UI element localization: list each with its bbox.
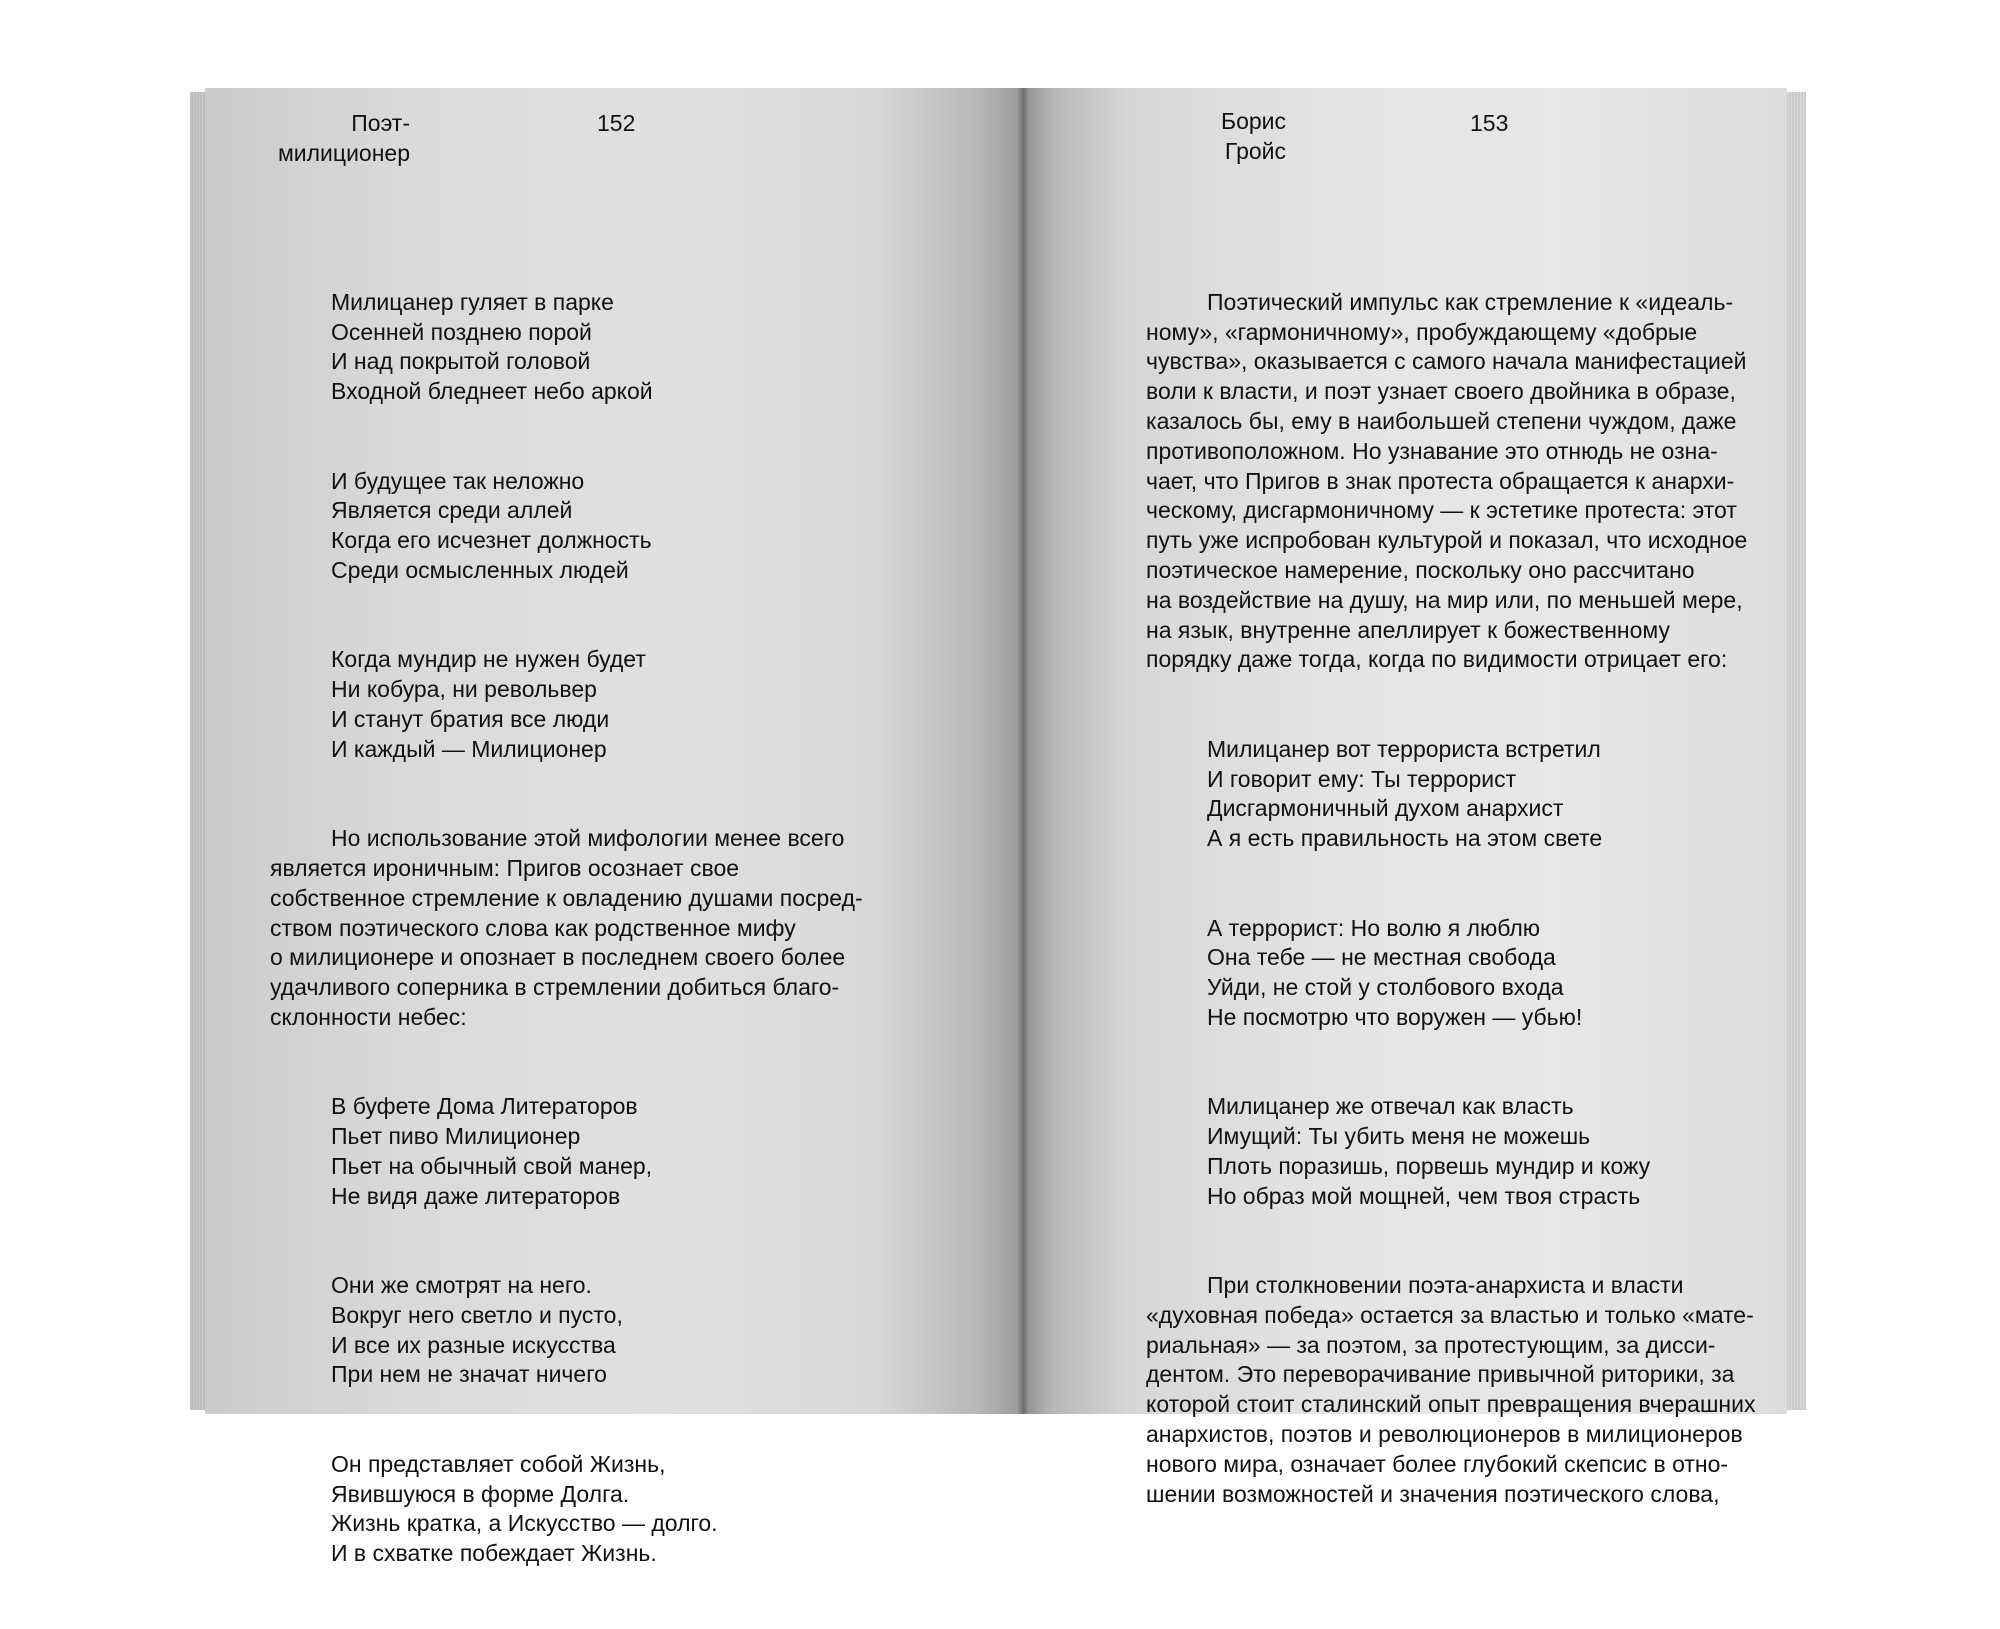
left-page-body <box>270 258 950 1629</box>
left-page-number: 152 <box>597 110 636 136</box>
poem-stanza: Они же смотрят на него. Вокруг него светло и пусто, И все их разные искусства При нем не значат ничего <box>331 1272 623 1388</box>
poem-stanza: Милицанер гуляет в парке Осенней позднею порой И над покрытой головой Входной бледнеет небо аркой <box>331 288 653 405</box>
poem-stanza: А террорист: Но волю я люблю Она тебе — не местная свобода Уйди, не стой у столбового входа Не посмотрю что воружен — убью! <box>1207 914 1583 1030</box>
prose-paragraph: Поэтический импульс как стремление к «идеаль- ному», «гармоничному», пробуждающему «добрые чувства», оказывается с самого начала манифестацией воли к власти, и поэт узнает своего двойника в образе, казалось бы, ему в наибольшей степени чуждом, даже противоположном. Но узнавание это отнюдь не озна- чает, что Пригов в знак протеста обращается к анархи- ческому, дисгармоничному — к эстетике протеста: этот путь уже испробован культурой и показал, что исходное поэтическое намерение, поскольку оно рассчитано на воздействие на душу, на мир или, по меньшей мере, на язык, внутренне апеллирует к божественному порядку даже тогда, когда по видимости отрицает его: <box>1146 288 1748 673</box>
right-running-head: Борис Гройс <box>1220 108 1286 164</box>
left-running-head: Поэт- милиционер <box>277 110 410 166</box>
poem-stanza: И будущее так неложно Является среди аллей Когда его исчезнет должность Среди осмысленных людей <box>331 467 652 583</box>
prose-paragraph: Но использование этой мифологии менее всего является ироничным: Пригов осознает свое собственное стремление к овладению душами посред- ством поэтического слова как родственное мифу о милиционере и опознает в последнем своего более удачливого соперника в стремлении добиться благо- склонности небес: <box>270 825 863 1030</box>
poem-stanza: Когда мундир не нужен будет Ни кобура, ни револьвер И станут братия все люди И каждый — Милиционер <box>331 646 646 762</box>
poem-stanza: Он представляет собой Жизнь, Явившуюся в форме Долга. Жизнь кратка, а Искусство — долго. И в схватке побеждает Жизнь. <box>331 1450 718 1567</box>
poem-stanza: Милицанер вот террориста встретил И говорит ему: Ты террорист Дисгармоничный духом анархист А я есть правильность на этом свете <box>1207 735 1603 852</box>
poem-stanza: Милицанер же отвечал как власть Имущий: Ты убить меня не можешь Плоть поразишь, порвешь мундир и кожу Но образ мой мощней, чем твоя страсть <box>1207 1093 1651 1209</box>
poem-stanza: В буфете Дома Литераторов Пьет пиво Милиционер Пьет на обычный свой манер, Не видя даже литераторов <box>331 1093 653 1209</box>
right-page-body <box>1146 258 1766 1569</box>
right-page-number: 153 <box>1470 110 1509 136</box>
book-gutter <box>1018 88 1028 1414</box>
prose-paragraph: При столкновении поэта-анархиста и власти «духовная победа» остается за властью и только «мате- риальная» — за поэтом, за протестующим, за дисси- дентом. Это переворачивание привычной риторики, за которой стоит сталинский опыт превращения вчерашних анархистов, поэтов и революционеров в милиционеров нового мира, означает более глубокий скепсис в отно- шении возможностей и значения поэтического слова, <box>1146 1272 1756 1507</box>
